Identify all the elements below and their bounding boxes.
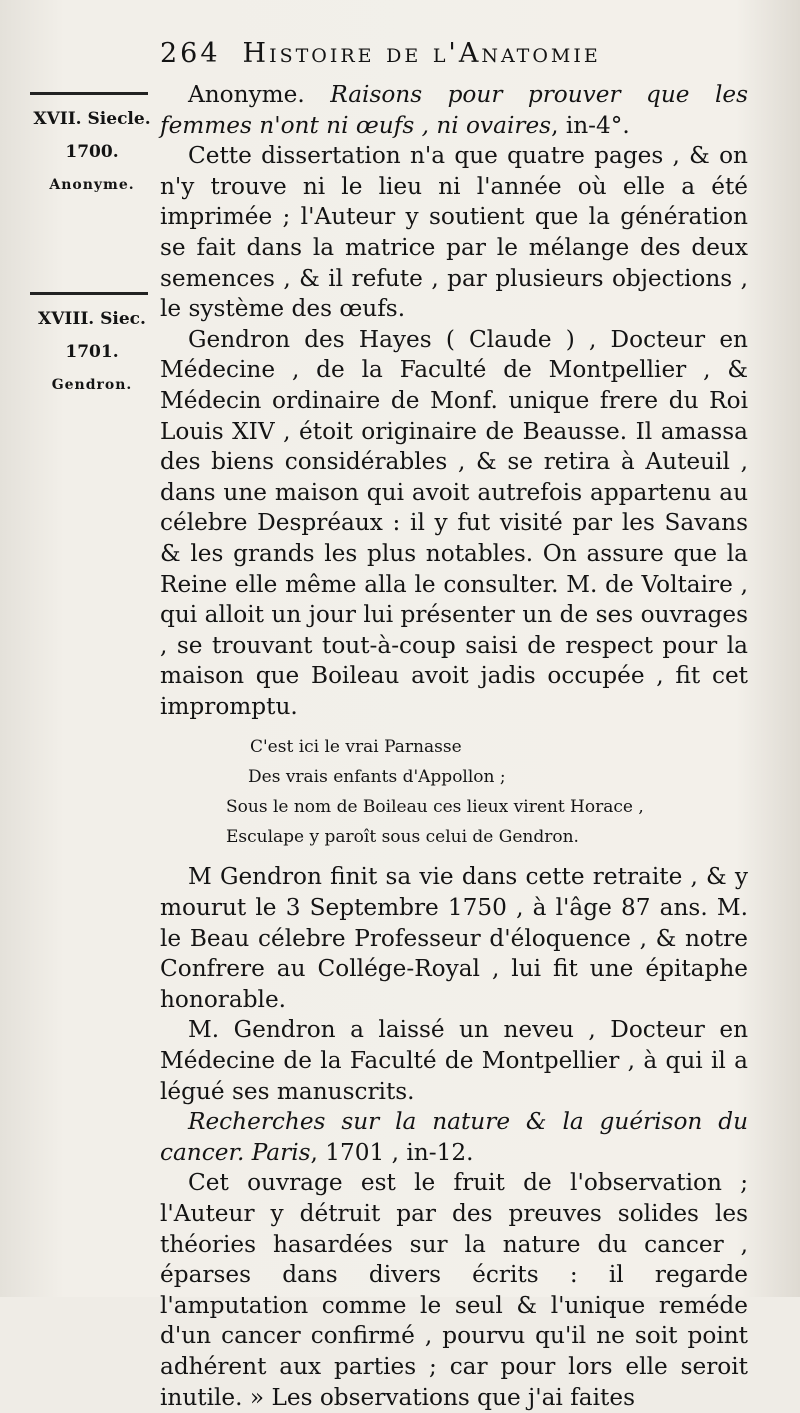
- running-header: [160, 38, 760, 69]
- paragraph: M Gendron finit sa vie dans cette retraite , & y mourut le 3 Septembre 1750 , à l'âge 87 ans. M. le Beau célebre Professeur d'éloquence , & notre Confrere au Collége-Royal , lui fit une épitaphe honorable.: [160, 863, 748, 1013]
- entry-cancer: [160, 1107, 748, 1168]
- margin-note-anonyme: [28, 92, 156, 202]
- verse-line: Des vrais enfants d'Appollon ;: [248, 767, 506, 788]
- margin-rule: [30, 92, 148, 95]
- entry-format: , 1701 , in-12.: [310, 1138, 474, 1166]
- paragraph: Cet ouvrage est le fruit de l'observation ; l'Auteur y détruit par des preuves solides les théories hasardées sur la nature du cancer , éparses dans divers écrits : il regarde l'amputation comme le seul & l'unique reméde d'un cancer confirmé , pourvu qu'il ne soit point adhérent aux parties ; car pour lors elle seroit inutile. » Les observations que j'ai faites: [160, 1169, 748, 1411]
- entry-anonyme: [160, 80, 748, 141]
- verse-impromptu: [226, 732, 748, 852]
- paragraph: Cette dissertation n'a que quatre pages , & on n'y trouve ni le lieu ni l'année où elle a été imprimée ; l'Auteur y soutient que la génération se fait dans la matrice par le mélange des deux semences , & il refute , par plusieurs objections , le système des œufs.: [160, 142, 748, 323]
- entry-title: Recherches sur la nature & la guérison du cancer. Paris: [160, 1108, 748, 1166]
- running-title: Histoire de l'Anatomie: [242, 38, 601, 69]
- entry-format: , in-4°.: [551, 111, 630, 139]
- entry-title: Raisons pour prouver que les femmes n'ont ni œufs , ni ovaires: [160, 81, 748, 139]
- margin-rule: [30, 292, 148, 295]
- body-text: [160, 80, 748, 1413]
- verse-line: C'est ici le vrai Parnasse: [250, 737, 462, 758]
- margin-name: Gendron.: [51, 377, 133, 393]
- verse-line: Sous le nom de Boileau ces lieux virent Horace ,: [226, 797, 644, 818]
- margin-year: 1700.: [65, 142, 119, 162]
- paragraph: M. Gendron a laissé un neveu , Docteur en Médecine de la Faculté de Montpellier , à qui il a légué ses manuscrits.: [160, 1016, 748, 1105]
- margin-century: XVII. Siecle.: [33, 109, 151, 129]
- entry-author: Anonyme.: [188, 81, 305, 108]
- verse-line: Esculape y paroît sous celui de Gendron.: [226, 827, 579, 848]
- margin-note-gendron: [28, 292, 156, 402]
- margin-name: Anonyme.: [49, 177, 135, 193]
- paragraph-gendron: Gendron des Hayes ( Claude ) , Docteur en Médecine , de la Faculté de Montpellier , & Médecin ordinaire de Monf. unique frere du Roi Louis XIV , étoit originaire de Beausse. Il amassa des biens considérables , & se retira à Auteuil , dans une maison qui avoit autrefois appartenu au célebre Despréaux : il y fut visité par les Savans & les grands les plus notables. On assure que la Reine elle même alla le consulter. M. de Voltaire , qui alloit un jour lui présenter un de ses ouvrages , se trouvant tout-à-coup saisi de respect pour la maison que Boileau avoit jadis occupée , fit cet impromptu.: [160, 325, 748, 720]
- margin-century: XVIII. Siec.: [38, 309, 146, 329]
- page-number: 264: [160, 38, 221, 69]
- margin-year: 1701.: [65, 342, 119, 362]
